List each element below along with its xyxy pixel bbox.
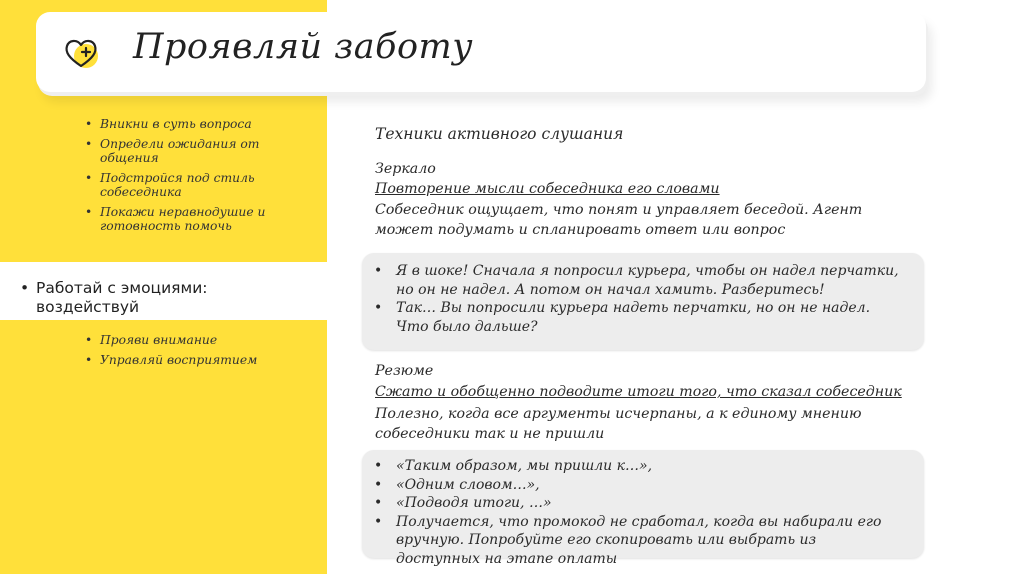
emotions-steps-list [80,333,280,373]
care-steps-list [80,117,280,239]
heart-plus-icon [63,36,99,70]
list-item: • Получается, что промокод не сработал, когда вы набирали его вручную. Попробуйте его скопировать или выбрать из доступных на этапе оплаты [372,513,902,569]
list-item: • Покажи неравнодушие и готовность помочь [80,205,280,233]
mirror-examples-card [362,253,924,350]
list-item: • «Подводя итоги, …» [372,494,902,513]
header-card [36,12,926,92]
techniques-title: Техники активного слушания [375,125,624,143]
list-item: • Я в шоке! Сначала я попросил курьера, чтобы он надел перчатки, но он не надел. А потом он начал хамить. Разберитесь! [372,262,902,299]
list-item: • Вникни в суть вопроса [80,117,280,131]
list-item: • Определи ожидания от общения [80,137,280,165]
list-item: • Управляй восприятием [80,353,280,367]
emotions-heading: • Работай с эмоциями: воздействуй [20,279,290,317]
resume-description: Полезно, когда все аргументы исчерпаны, а к единому мнению собеседники так и не пришли [375,406,862,442]
page-title: Проявляй заботу [133,27,474,67]
resume-examples-card [362,450,924,567]
list-item: • Так… Вы попросили курьера надеть перчатки, но он не надел. Что было дальше? [372,299,902,336]
mirror-subheading: Повторение мысли собеседника его словами [375,181,720,197]
resume-heading: Резюме [375,363,434,379]
resume-subheading: Сжато и обобщенно подводите итоги того, что сказал собеседник [375,384,902,400]
mirror-description: Собеседник ощущает, что понят и управляет беседой. Агент может подумать и спланировать ответ или вопрос [375,202,863,238]
list-item: • Прояви внимание [80,333,280,347]
resume-examples-list [372,457,902,568]
mirror-heading: Зеркало [375,161,436,177]
list-item: • «Одним словом…», [372,476,902,495]
mirror-examples-list [372,262,902,336]
list-item: • «Таким образом, мы пришли к…», [372,457,902,476]
list-item: • Подстройся под стиль собеседника [80,171,280,199]
